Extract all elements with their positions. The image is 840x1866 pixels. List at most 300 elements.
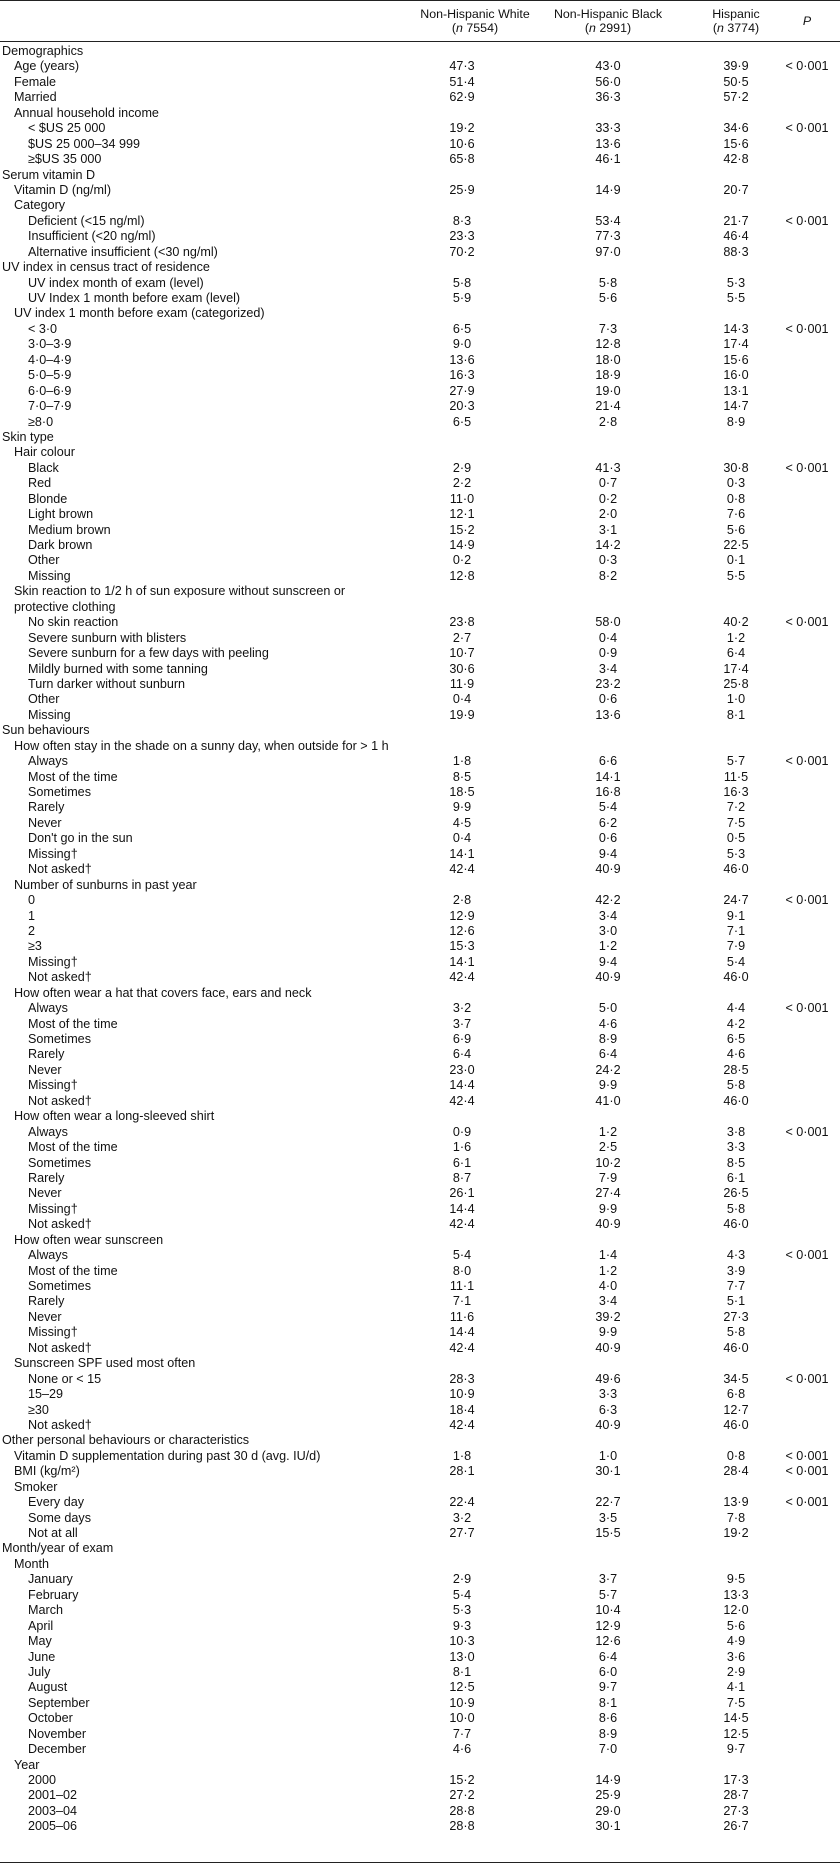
- table-row: [0, 677, 840, 692]
- row-label: Most of the time: [28, 1016, 118, 1031]
- row-label: 1: [28, 908, 36, 923]
- value-nh-white: 65·8: [449, 152, 475, 167]
- value-nh-white: 4·5: [452, 815, 472, 830]
- table-row: [0, 1804, 840, 1819]
- value-nh-white: 11·0: [449, 491, 475, 506]
- table-row: [0, 1449, 840, 1464]
- value-hispanic: 0·1: [726, 553, 746, 568]
- row-label: Rarely: [28, 1294, 65, 1309]
- value-nh-black: 9·4: [598, 954, 618, 969]
- value-hispanic: 17·4: [723, 337, 749, 352]
- table-row: [0, 692, 840, 707]
- row-label: Some days: [28, 1510, 91, 1525]
- table-row: [0, 1001, 840, 1016]
- value-nh-black: 5·4: [598, 800, 618, 815]
- col-header-nh-black-n: 2991: [599, 21, 627, 35]
- value-nh-black: 3·4: [598, 908, 618, 923]
- table-row: [0, 1433, 840, 1448]
- row-label: Category: [14, 198, 66, 213]
- value-nh-black: 53·4: [595, 213, 621, 228]
- value-hispanic: 6·5: [726, 1032, 746, 1046]
- value-nh-white: 5·8: [452, 275, 472, 290]
- row-label: Sometimes: [28, 1155, 91, 1170]
- value-nh-white: 8·0: [452, 1263, 472, 1278]
- row-label: September: [28, 1695, 90, 1710]
- col-header-hispanic: Hispanic (n 3774): [712, 7, 760, 35]
- table-row: [0, 229, 840, 244]
- value-hispanic: 5·7: [726, 754, 746, 769]
- value-nh-black: 4·6: [598, 1016, 618, 1031]
- value-nh-black: 40·9: [595, 1417, 621, 1432]
- table-row: [0, 75, 840, 90]
- value-hispanic: 0·8: [726, 491, 746, 506]
- value-hispanic: 25·8: [723, 676, 749, 691]
- row-label: August: [28, 1680, 68, 1695]
- row-label: < 3·0: [28, 321, 58, 336]
- value-nh-black: 0·6: [598, 831, 618, 846]
- table-row: [0, 337, 840, 352]
- value-nh-white: 0·2: [452, 553, 472, 568]
- value-nh-white: 12·6: [449, 923, 475, 938]
- value-nh-white: 18·4: [449, 1402, 475, 1417]
- table-row: [0, 1248, 840, 1263]
- table-row: [0, 90, 840, 105]
- table-row: [0, 461, 840, 476]
- row-label: Missing†: [28, 1078, 78, 1093]
- row-label: June: [28, 1649, 56, 1664]
- value-nh-black: 10·2: [595, 1155, 621, 1170]
- value-nh-white: 11·1: [449, 1279, 475, 1293]
- row-label: Every day: [28, 1495, 84, 1510]
- table-row: [0, 584, 840, 599]
- row-label: UV index month of exam (level): [28, 275, 204, 290]
- row-label: Number of sunburns in past year: [14, 877, 197, 892]
- value-nh-black: 15·5: [595, 1526, 621, 1540]
- table-row: [0, 847, 840, 862]
- table-row: [0, 507, 840, 522]
- value-nh-black: 30·1: [595, 1464, 621, 1479]
- table-row: [0, 862, 840, 877]
- row-label: Month/year of exam: [2, 1541, 114, 1556]
- value-nh-white: 2·8: [452, 893, 472, 908]
- value-nh-black: 46·1: [595, 152, 621, 167]
- row-label: Red: [28, 476, 52, 491]
- value-nh-white: 8·5: [452, 769, 472, 784]
- value-nh-black: 49·6: [595, 1371, 621, 1386]
- value-hispanic: 27·3: [723, 1803, 749, 1818]
- value-hispanic: 15·6: [723, 136, 749, 151]
- value-nh-black: 7·0: [598, 1742, 618, 1757]
- row-label: 7·0–7·9: [28, 399, 72, 414]
- value-hispanic: 4·2: [726, 1016, 746, 1031]
- value-nh-white: 5·4: [452, 1587, 472, 1602]
- value-nh-white: 8·7: [452, 1170, 472, 1185]
- value-nh-white: 4·6: [452, 1742, 472, 1757]
- value-nh-black: 2·8: [598, 414, 618, 429]
- row-label: November: [28, 1726, 87, 1741]
- col-header-nh-white-n: 7554: [466, 21, 494, 35]
- value-nh-black: 2·0: [598, 507, 618, 522]
- value-nh-white: 70·2: [449, 244, 475, 259]
- value-nh-black: 36·3: [595, 90, 621, 105]
- value-nh-white: 51·4: [449, 74, 475, 89]
- value-nh-white: 13·0: [449, 1649, 475, 1664]
- table-row: [0, 1171, 840, 1186]
- row-label: Never: [28, 1309, 62, 1324]
- value-nh-black: 6·4: [598, 1047, 618, 1062]
- value-nh-black: 14·9: [595, 1773, 621, 1787]
- value-nh-white: 0·4: [452, 692, 472, 707]
- table-row: [0, 245, 840, 260]
- row-label: Light brown: [28, 507, 94, 522]
- row-label: Serum vitamin D: [2, 167, 96, 182]
- row-label: Rarely: [28, 1047, 65, 1062]
- table-row: [0, 1403, 840, 1418]
- row-label: Most of the time: [28, 769, 118, 784]
- table-row: [0, 1788, 840, 1803]
- value-nh-white: 47·3: [449, 59, 475, 74]
- value-hispanic: 11·5: [723, 769, 749, 784]
- table-row: [0, 214, 840, 229]
- table-row: [0, 1696, 840, 1711]
- row-label: Sun behaviours: [2, 723, 90, 738]
- p-value: < 0·001: [785, 1464, 829, 1479]
- value-hispanic: 19·2: [723, 1526, 749, 1540]
- row-label: Married: [14, 90, 57, 105]
- value-nh-white: 12·8: [449, 568, 475, 583]
- value-hispanic: 8·9: [726, 414, 746, 429]
- value-hispanic: 3·9: [726, 1263, 746, 1278]
- value-nh-white: 3·2: [452, 1510, 472, 1525]
- table-row: [0, 1665, 840, 1680]
- table-row: [0, 986, 840, 1001]
- table-row: [0, 1711, 840, 1726]
- value-nh-white: 14·1: [449, 954, 475, 969]
- table-row: [0, 770, 840, 785]
- row-label: Always: [28, 1001, 68, 1016]
- value-hispanic: 12·5: [723, 1726, 749, 1741]
- value-hispanic: 7·8: [726, 1510, 746, 1525]
- row-label: Vitamin D (ng/ml): [14, 182, 112, 197]
- value-nh-white: 27·2: [449, 1788, 475, 1803]
- table-row: [0, 276, 840, 291]
- table-row: [0, 600, 840, 615]
- table-row: [0, 646, 840, 661]
- value-hispanic: 46·0: [723, 1417, 749, 1432]
- table-row: [0, 1526, 840, 1541]
- value-nh-white: 14·4: [449, 1201, 475, 1216]
- p-value: < 0·001: [785, 1495, 829, 1510]
- p-label: P: [802, 14, 812, 28]
- row-label: BMI (kg/m²): [14, 1464, 80, 1479]
- row-label: Always: [28, 1124, 68, 1139]
- value-hispanic: 34·5: [723, 1371, 749, 1386]
- value-nh-white: 30·6: [449, 661, 475, 676]
- value-hispanic: 13·3: [723, 1587, 749, 1602]
- row-label: 2003–04: [28, 1803, 78, 1818]
- value-hispanic: 0·5: [726, 831, 746, 846]
- row-label: Severe sunburn for a few days with peeling: [28, 646, 269, 661]
- value-hispanic: 15·6: [723, 352, 749, 367]
- table-row: [0, 1310, 840, 1325]
- n-symbol: n: [456, 21, 463, 35]
- row-label: Medium brown: [28, 522, 111, 537]
- table-row: [0, 384, 840, 399]
- col-header-nh-white: Non-Hispanic White (n 7554): [420, 7, 530, 35]
- table-row: [0, 168, 840, 183]
- row-label: Demographics: [2, 44, 84, 58]
- value-hispanic: 7·5: [726, 1695, 746, 1710]
- table-row: [0, 631, 840, 646]
- value-nh-black: 9·9: [598, 1201, 618, 1216]
- value-nh-black: 33·3: [595, 121, 621, 136]
- value-hispanic: 7·1: [726, 923, 746, 938]
- value-hispanic: 0·3: [726, 476, 746, 491]
- p-value: < 0·001: [785, 1448, 829, 1463]
- table-row: [0, 1202, 840, 1217]
- row-label: Never: [28, 1062, 62, 1077]
- table-row: [0, 1294, 840, 1309]
- row-label: Annual household income: [14, 105, 159, 120]
- table-row: [0, 1186, 840, 1201]
- value-nh-white: 0·4: [452, 831, 472, 846]
- value-nh-white: 2·9: [452, 1572, 472, 1587]
- value-nh-white: 28·8: [449, 1819, 475, 1834]
- value-hispanic: 46·0: [723, 1340, 749, 1355]
- value-hispanic: 17·4: [723, 661, 749, 676]
- value-nh-white: 3·2: [452, 1001, 472, 1016]
- value-nh-white: 42·4: [449, 1417, 475, 1432]
- table-row: [0, 1279, 840, 1294]
- value-nh-white: 5·4: [452, 1248, 472, 1263]
- value-nh-black: 43·0: [595, 59, 621, 74]
- table-row: [0, 1742, 840, 1757]
- value-nh-black: 9·9: [598, 1325, 618, 1340]
- value-nh-white: 9·9: [452, 800, 472, 815]
- row-label: Smoker: [14, 1479, 58, 1494]
- value-nh-white: 16·3: [449, 368, 475, 383]
- value-hispanic: 12·7: [723, 1402, 749, 1417]
- table-row: [0, 816, 840, 831]
- value-hispanic: 5·4: [726, 954, 746, 969]
- table-row: [0, 1819, 840, 1834]
- row-label: UV index in census tract of residence: [2, 260, 210, 275]
- value-nh-black: 0·9: [598, 646, 618, 661]
- value-nh-white: 23·3: [449, 229, 475, 244]
- value-nh-black: 12·6: [595, 1634, 621, 1649]
- value-hispanic: 5·3: [726, 846, 746, 861]
- row-label: Missing†: [28, 954, 78, 969]
- value-nh-black: 19·0: [595, 383, 621, 398]
- value-nh-black: 27·4: [595, 1186, 621, 1201]
- row-label: Mildly burned with some tanning: [28, 661, 208, 676]
- value-nh-white: 10·9: [449, 1695, 475, 1710]
- p-value: < 0·001: [785, 893, 829, 908]
- value-nh-black: 3·4: [598, 661, 618, 676]
- value-nh-black: 3·0: [598, 923, 618, 938]
- value-nh-black: 24·2: [595, 1062, 621, 1077]
- value-hispanic: 4·4: [726, 1001, 746, 1016]
- value-hispanic: 5·1: [726, 1294, 746, 1309]
- row-label: October: [28, 1711, 73, 1726]
- value-nh-white: 25·9: [449, 182, 475, 197]
- row-label: 0: [28, 893, 36, 908]
- table-row: [0, 1758, 840, 1773]
- p-value: < 0·001: [785, 121, 829, 136]
- value-nh-black: 9·7: [598, 1680, 618, 1695]
- row-label: Not asked†: [28, 1417, 92, 1432]
- table-row: [0, 322, 840, 337]
- value-hispanic: 88·3: [723, 244, 749, 259]
- p-value: < 0·001: [785, 1124, 829, 1139]
- table-row: [0, 1619, 840, 1634]
- row-label: Not asked†: [28, 1093, 92, 1108]
- row-label: Missing: [28, 568, 71, 583]
- value-hispanic: 8·1: [726, 707, 746, 722]
- row-label: ≥$US 35 000: [28, 152, 102, 167]
- row-label: Other: [28, 692, 60, 707]
- value-nh-white: 15·3: [449, 939, 475, 954]
- value-nh-white: 6·4: [452, 1047, 472, 1062]
- value-nh-black: 25·9: [595, 1788, 621, 1803]
- value-nh-white: 6·5: [452, 321, 472, 336]
- value-nh-black: 41·0: [595, 1093, 621, 1108]
- table-row: [0, 106, 840, 121]
- row-label: Not asked†: [28, 1217, 92, 1232]
- table-row: [0, 785, 840, 800]
- table-row: [0, 492, 840, 507]
- table-row: [0, 44, 840, 59]
- value-nh-black: 1·2: [598, 1124, 618, 1139]
- value-nh-white: 14·4: [449, 1325, 475, 1340]
- row-label: December: [28, 1742, 87, 1757]
- value-nh-black: 30·1: [595, 1819, 621, 1834]
- value-nh-black: 3·7: [598, 1572, 618, 1587]
- row-label: Not asked†: [28, 970, 92, 985]
- table-row: [0, 1727, 840, 1742]
- value-nh-black: 10·4: [595, 1603, 621, 1618]
- value-nh-white: 2·2: [452, 476, 472, 491]
- row-label: Don't go in the sun: [28, 831, 133, 846]
- value-nh-black: 56·0: [595, 74, 621, 89]
- table-row: [0, 831, 840, 846]
- p-value: < 0·001: [785, 59, 829, 74]
- table-bottom-rule: [0, 1862, 840, 1863]
- value-hispanic: 17·3: [723, 1773, 749, 1787]
- value-hispanic: 24·7: [723, 893, 749, 908]
- value-hispanic: 22·5: [723, 538, 749, 552]
- value-nh-black: 14·2: [595, 538, 621, 552]
- table-row: [0, 1650, 840, 1665]
- table-row: [0, 353, 840, 368]
- table-row: [0, 1125, 840, 1140]
- table-row: [0, 924, 840, 939]
- row-label: Month: [14, 1556, 50, 1571]
- value-hispanic: 6·1: [726, 1170, 746, 1185]
- table-row: [0, 1464, 840, 1479]
- value-hispanic: 4·3: [726, 1248, 746, 1263]
- row-label: Dark brown: [28, 538, 93, 552]
- row-label: 3·0–3·9: [28, 337, 72, 352]
- value-nh-white: 27·9: [449, 383, 475, 398]
- value-nh-white: 10·6: [449, 136, 475, 151]
- row-label: 15–29: [28, 1387, 64, 1402]
- table-row: [0, 1341, 840, 1356]
- value-nh-black: 6·6: [598, 754, 618, 769]
- table-row: [0, 970, 840, 985]
- value-hispanic: 21·7: [723, 213, 749, 228]
- value-hispanic: 28·5: [723, 1062, 749, 1077]
- value-nh-white: 42·4: [449, 1340, 475, 1355]
- col-header-p: [776, 14, 838, 28]
- row-label: How often wear sunscreen: [14, 1232, 164, 1247]
- table-row: [0, 909, 840, 924]
- value-hispanic: 5·6: [726, 1618, 746, 1633]
- value-hispanic: 5·5: [726, 291, 746, 305]
- table-row: [0, 476, 840, 491]
- row-label: 6·0–6·9: [28, 383, 72, 398]
- table-row: [0, 754, 840, 769]
- value-nh-white: 28·1: [449, 1464, 475, 1479]
- row-label: ≥8·0: [28, 414, 54, 429]
- row-label: Sometimes: [28, 1032, 91, 1046]
- row-label: July: [28, 1664, 51, 1679]
- value-hispanic: 14·5: [723, 1711, 749, 1726]
- value-hispanic: 5·8: [726, 1078, 746, 1093]
- value-nh-black: 41·3: [595, 460, 621, 475]
- value-nh-black: 42·2: [595, 893, 621, 908]
- table-row: [0, 1480, 840, 1495]
- table-row: [0, 523, 840, 538]
- p-value: < 0·001: [785, 1001, 829, 1016]
- p-value: < 0·001: [785, 1371, 829, 1386]
- value-hispanic: 5·6: [726, 522, 746, 537]
- value-nh-black: 0·6: [598, 692, 618, 707]
- row-label: Age (years): [14, 59, 80, 74]
- value-hispanic: 3·8: [726, 1124, 746, 1139]
- table-body: [0, 44, 840, 1835]
- value-hispanic: 16·0: [723, 368, 749, 383]
- row-label: ≥3: [28, 939, 42, 954]
- value-nh-black: 8·9: [598, 1032, 618, 1046]
- value-nh-white: 11·9: [449, 676, 475, 691]
- value-hispanic: 7·5: [726, 815, 746, 830]
- table-row: [0, 1233, 840, 1248]
- table-row: [0, 415, 840, 430]
- table-row: [0, 183, 840, 198]
- table-row: [0, 368, 840, 383]
- table-row: [0, 1032, 840, 1047]
- table-row: [0, 1063, 840, 1078]
- table-row: [0, 1156, 840, 1171]
- value-nh-black: 9·9: [598, 1078, 618, 1093]
- row-label: Vitamin D supplementation during past 30 d (avg. IU/d): [14, 1448, 321, 1463]
- value-nh-white: 14·1: [449, 846, 475, 861]
- value-nh-black: 29·0: [595, 1803, 621, 1818]
- value-nh-black: 23·2: [595, 676, 621, 691]
- table-row: [0, 538, 840, 553]
- row-label: Sunscreen SPF used most often: [14, 1356, 196, 1371]
- value-hispanic: 27·3: [723, 1309, 749, 1324]
- value-nh-white: 3·7: [452, 1016, 472, 1031]
- value-nh-white: 23·8: [449, 615, 475, 630]
- table-row: [0, 939, 840, 954]
- value-hispanic: 46·0: [723, 1217, 749, 1232]
- table-row: [0, 1264, 840, 1279]
- value-nh-white: 28·8: [449, 1803, 475, 1818]
- row-label: Black: [28, 460, 59, 475]
- table-row: [0, 121, 840, 136]
